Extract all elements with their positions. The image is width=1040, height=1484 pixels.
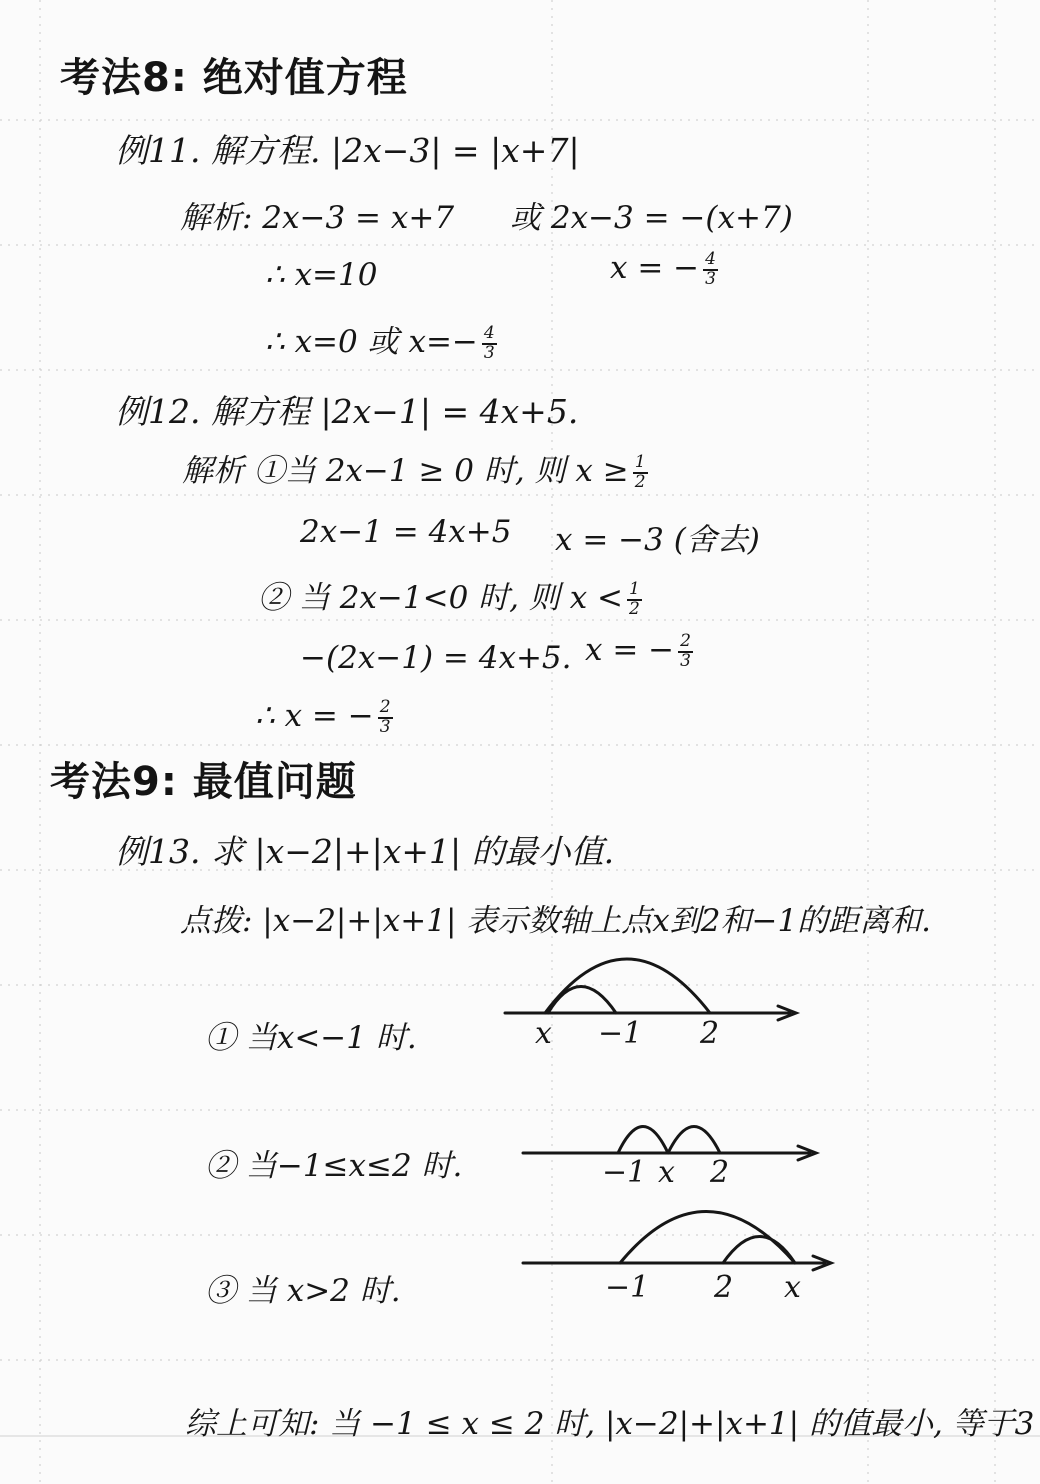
fraction: $\frac{4}{3}$ xyxy=(483,323,495,363)
case3-label: ③ 当 x>2 时. xyxy=(205,1273,401,1309)
fraction: $\frac{4}{3}$ xyxy=(705,249,716,289)
example11-conclusion: ∴ x=0 或 x=− $\frac{4}{3}$ xyxy=(265,323,495,363)
tick-neg1: −1 xyxy=(602,1155,647,1190)
example11-step1: 解析: 2x−3 = x+7 xyxy=(180,200,455,236)
example12-case1-equation: 2x−1 = 4x+5 xyxy=(300,514,512,550)
case1-label: ① 当x<−1 时. xyxy=(205,1020,417,1056)
example11-result-a: ∴ x=10 xyxy=(265,257,378,293)
fraction: $\frac{1}{2}$ xyxy=(634,452,646,492)
example12-case2-equation: −(2x−1) = 4x+5. xyxy=(300,640,572,676)
tick-2: 2 xyxy=(700,1016,720,1051)
example13-summary: 综上可知: 当 −1 ≤ x ≤ 2 时, |x−2|+|x+1| 的值最小, 等于3 xyxy=(185,1406,1035,1442)
example11-problem: 例11. 解方程. |2x−3| = |x+7| xyxy=(115,131,580,170)
fraction: $\frac{2}{3}$ xyxy=(379,697,391,737)
example12-case1: 解析 ①当 2x−1 ≥ 0 时, 则 x ≥ $\frac{1}{2}$ xyxy=(182,452,646,492)
example13-problem: 例13. 求 |x−2|+|x+1| 的最小值. xyxy=(115,832,615,871)
tick-x: x xyxy=(658,1155,675,1190)
fraction: $\frac{2}{3}$ xyxy=(680,631,691,671)
case2-label: ② 当−1≤x≤2 时. xyxy=(205,1148,463,1184)
tick-neg1: −1 xyxy=(605,1270,650,1305)
example12-case2-result: x = − $\frac{2}{3}$ xyxy=(585,631,691,671)
fraction: $\frac{1}{2}$ xyxy=(629,579,640,619)
example12-problem: 例12. 解方程 |2x−1| = 4x+5. xyxy=(115,392,579,431)
section9-title: 考法9: 最值问题 xyxy=(50,759,357,805)
section8-title: 考法8: 绝对值方程 xyxy=(60,55,408,101)
tick-x: x xyxy=(784,1270,801,1305)
example12-case2: ② 当 2x−1<0 时, 则 x < $\frac{1}{2}$ xyxy=(258,579,640,619)
example11-step1b: 或 2x−3 = −(x+7) xyxy=(510,200,793,236)
example11-result-b: x = − $\frac{4}{3}$ xyxy=(610,249,716,289)
example12-conclusion: ∴ x = − $\frac{2}{3}$ xyxy=(255,697,391,737)
example13-hint: 点拨: |x−2|+|x+1| 表示数轴上点x到2和−1的距离和. xyxy=(180,903,932,939)
tick-2: 2 xyxy=(714,1270,734,1305)
tick-neg1: −1 xyxy=(598,1016,643,1051)
example12-case1-result: x = −3 (舍去) xyxy=(555,522,760,558)
tick-x: x xyxy=(535,1016,552,1051)
tick-2: 2 xyxy=(710,1155,730,1190)
